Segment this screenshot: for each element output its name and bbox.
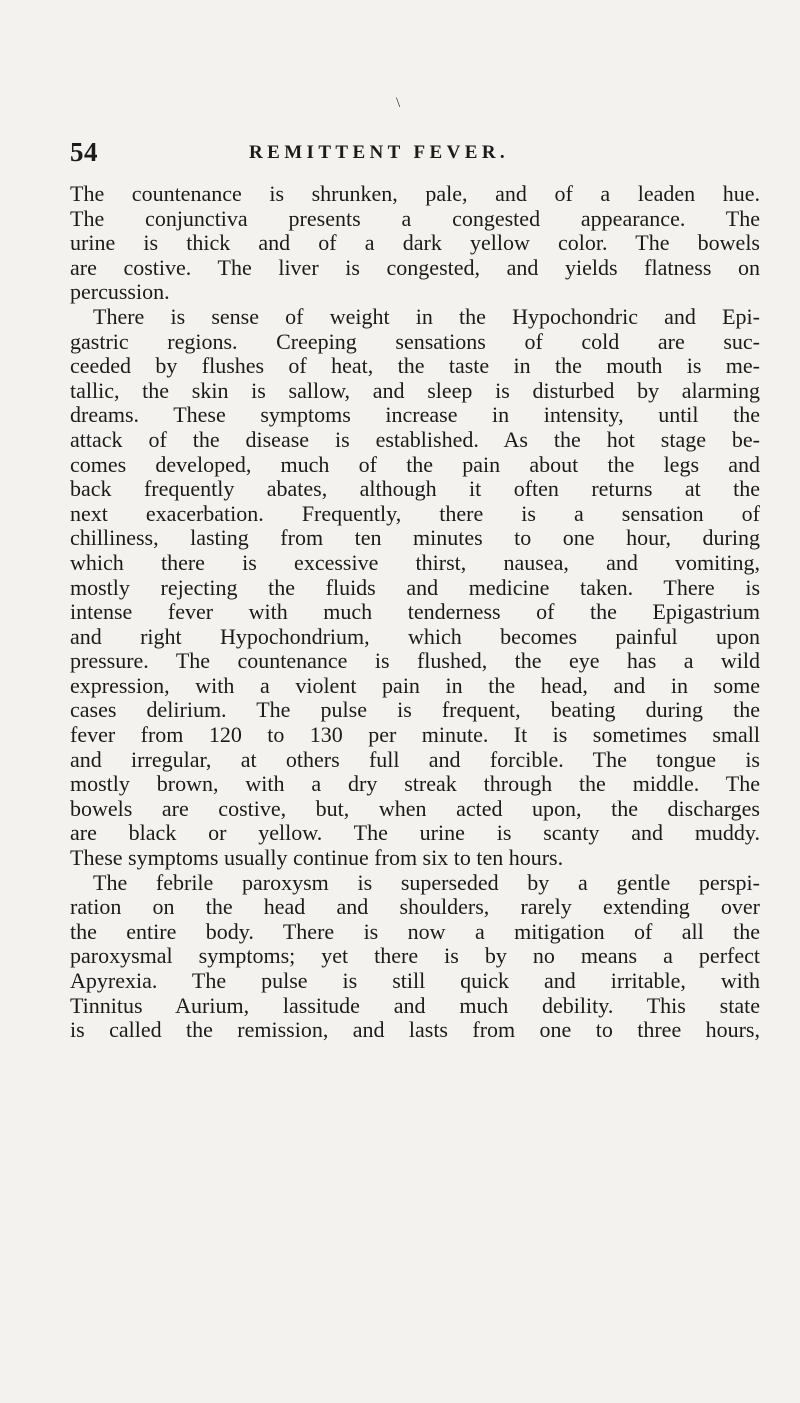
text-line: next exacerbation. Frequently, there is a sensation of xyxy=(70,500,760,526)
text-line: percussion. xyxy=(70,279,170,305)
text-line: back frequently abates, although it often returns at the xyxy=(70,476,760,502)
text-line: dreams. These symptoms increase in intensity, until the xyxy=(70,402,760,428)
page-header xyxy=(70,135,760,169)
text-line: and irregular, at others full and forcible. The tongue is xyxy=(70,746,760,772)
text-line: which there is excessive thirst, nausea, and vomiting, xyxy=(70,549,760,575)
text-line: bowels are costive, but, when acted upon, the discharges xyxy=(70,795,760,821)
text-line: tallic, the skin is sallow, and sleep is disturbed by alarming xyxy=(70,377,760,403)
text-line: pressure. The countenance is flushed, the eye has a wild xyxy=(70,648,760,674)
text-line: gastric regions. Creeping sensations of cold are suc- xyxy=(70,328,760,354)
text-line: These symptoms usually continue from six to ten hours. xyxy=(70,845,564,871)
text-line: chilliness, lasting from ten minutes to one hour, during xyxy=(70,525,760,551)
text-line: is called the remission, and lasts from one to three hours, xyxy=(70,1017,760,1043)
running-head: REMITTENT FEVER. xyxy=(249,142,510,163)
page-number: 54 xyxy=(70,137,98,167)
stray-mark: \ xyxy=(396,95,401,111)
text-line: intense fever with much tenderness of the Epigastrium xyxy=(70,599,760,625)
text-line: are costive. The liver is congested, and yields flatness on xyxy=(70,254,760,280)
text-line: urine is thick and of a dark yellow color. The bowels xyxy=(70,230,760,256)
body-text xyxy=(70,182,760,1043)
text-line: Tinnitus Aurium, lassitude and much debility. This state xyxy=(70,992,760,1018)
text-line: The countenance is shrunken, pale, and of a leaden hue. xyxy=(70,181,760,206)
text-line: fever from 120 to 130 per minute. It is sometimes small xyxy=(70,722,760,748)
text-line: cases delirium. The pulse is frequent, beating during the xyxy=(70,697,760,723)
text-line: attack of the disease is established. As the hot stage be- xyxy=(70,426,760,452)
text-line: The conjunctiva presents a congested appearance. The xyxy=(70,205,760,231)
text-line: Apyrexia. The pulse is still quick and irritable, with xyxy=(70,968,760,993)
text-line: and right Hypochondrium, which becomes painful upon xyxy=(70,623,760,649)
text-line: The febrile paroxysm is superseded by a gentle perspi- xyxy=(93,869,760,895)
text-line: ceeded by flushes of heat, the taste in the mouth is me- xyxy=(70,353,760,379)
text-line: mostly brown, with a dry streak through the middle. The xyxy=(70,771,760,797)
text-line: are black or yellow. The urine is scanty and muddy. xyxy=(70,820,760,846)
text-line: mostly rejecting the fluids and medicine taken. There is xyxy=(70,574,760,600)
text-line: paroxysmal symptoms; yet there is by no means a perfect xyxy=(70,943,760,969)
text-line: comes developed, much of the pain about the legs and xyxy=(70,451,760,477)
text-line: ration on the head and shoulders, rarely extending over xyxy=(70,894,760,920)
text-line: There is sense of weight in the Hypochondric and Epi- xyxy=(93,303,760,329)
text-line: the entire body. There is now a mitigation of all the xyxy=(70,918,760,944)
text-line: expression, with a violent pain in the head, and in some xyxy=(70,672,760,698)
